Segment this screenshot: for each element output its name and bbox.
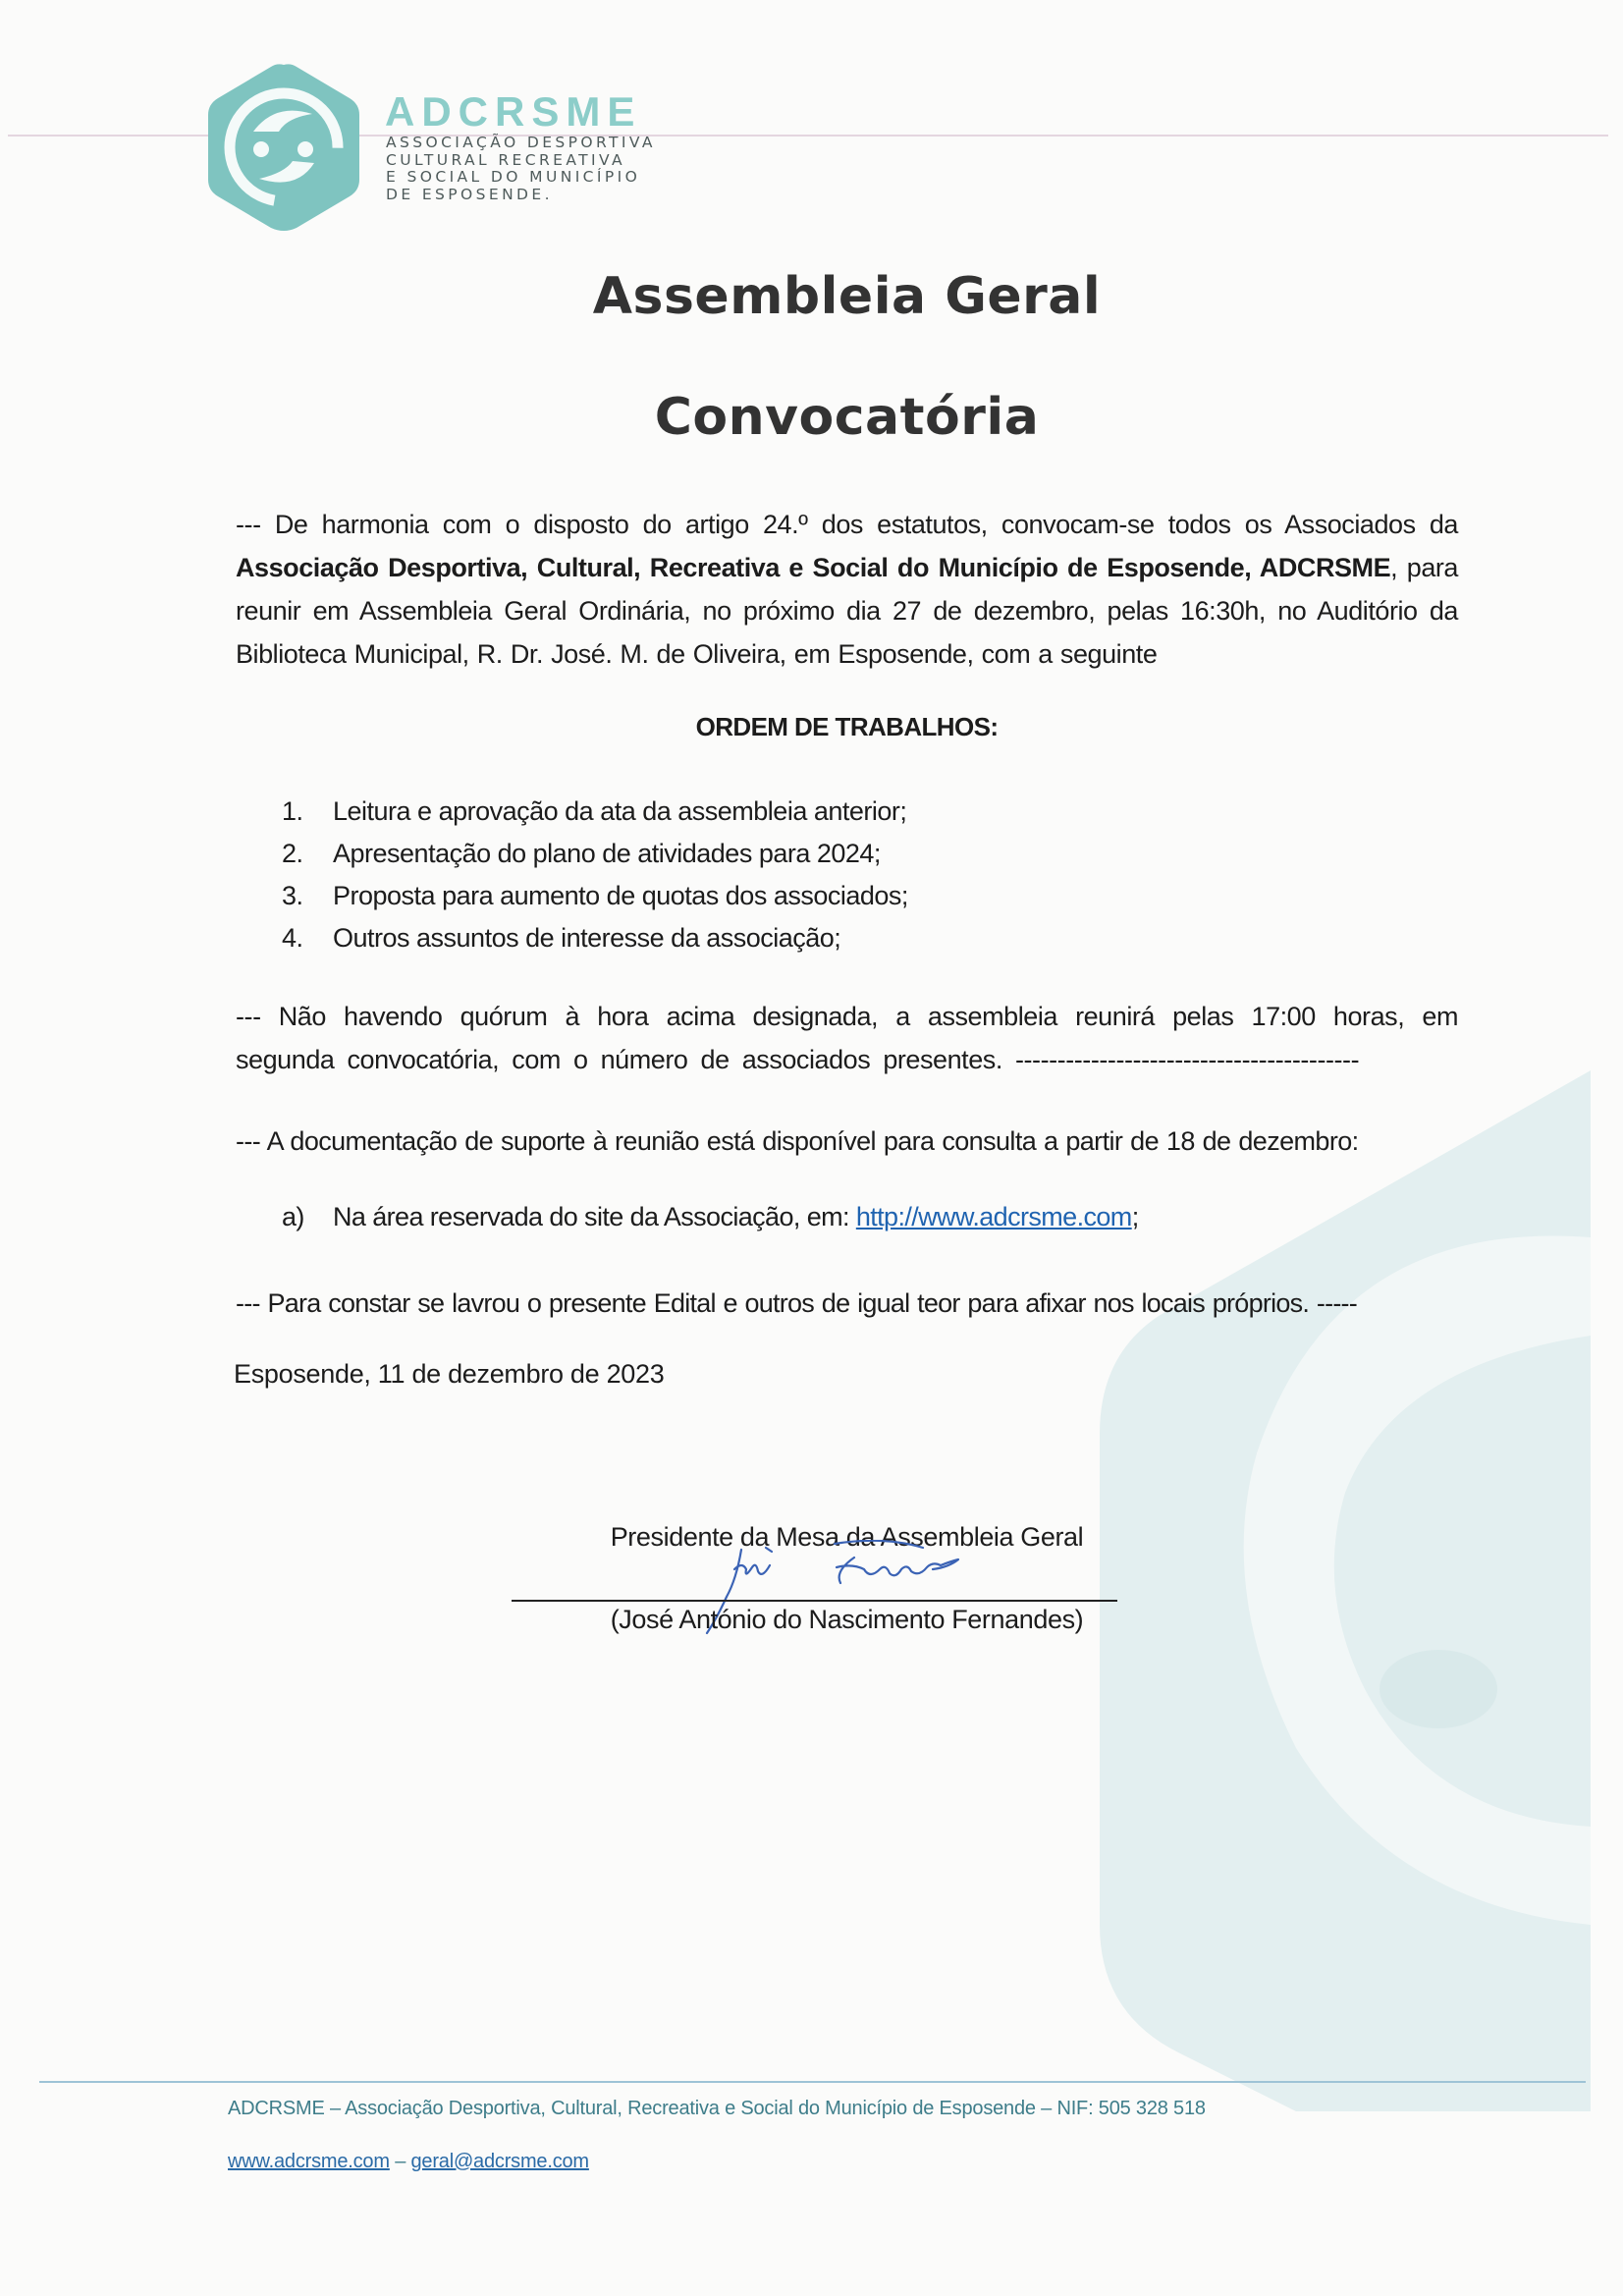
documentation-paragraph: --- A documentação de suporte à reunião está disponível para consulta a partir de 18 de dezembro:: [236, 1126, 1359, 1156]
footer-divider: [39, 2081, 1586, 2083]
document-date: Esposende, 11 de dezembro de 2023: [234, 1359, 665, 1389]
logo-subtitle-line: DE ESPOSENDE.: [386, 185, 553, 203]
agenda-item-text: Proposta para aumento de quotas dos associados;: [333, 881, 908, 910]
documentation-item-description: Na área reservada do site da Associação, em:: [333, 1202, 856, 1231]
logo-subtitle: [386, 135, 656, 203]
intro-paragraph: [236, 503, 1458, 676]
logo-subtitle-line: ASSOCIAÇÃO DESPORTIVA: [386, 134, 656, 151]
agenda-item-number: 1.: [282, 796, 303, 826]
documentation-item-label: a): [282, 1202, 304, 1231]
footer-organization-info: ADCRSME – Associação Desportiva, Cultural, Recreativa e Social do Município de Esposende – NIF: 505 328 518: [228, 2098, 1206, 2119]
logo-subtitle-line: CULTURAL RECREATIVA: [386, 150, 625, 169]
footer-email-link[interactable]: geral@adcrsme.com: [410, 2151, 589, 2172]
intro-prefix: --- De harmonia com o disposto do artigo 24.º dos estatutos, convocam-se todos os Associados da: [236, 510, 1458, 539]
documentation-item-end: ;: [1131, 1202, 1139, 1231]
logo-name: ADCRSME: [385, 88, 642, 135]
agenda-item-number: 4.: [282, 923, 303, 953]
document-title: Assembleia Geral: [592, 267, 1102, 326]
agenda-item-number: 3.: [282, 881, 303, 910]
document-subtitle: Convocatória: [654, 388, 1040, 447]
footer-website-link[interactable]: www.adcrsme.com: [228, 2151, 390, 2172]
logo-icon: [206, 63, 361, 232]
agenda-heading: ORDEM DE TRABALHOS:: [695, 712, 999, 741]
intro-suffix: , para reunir em Assembleia Geral Ordinária, no próximo dia 27 de dezembro, pelas 16:30h, no Auditório da Biblioteca Municipal, R. Dr. José. M. de Oliveira, em Esposende, com a seguinte: [236, 553, 1458, 669]
agenda-item: [282, 791, 908, 833]
signatory-role: Presidente da Mesa da Assembleia Geral: [610, 1522, 1084, 1552]
logo-subtitle-line: E SOCIAL DO MUNICÍPIO: [386, 168, 641, 186]
website-link[interactable]: http://www.adcrsme.com: [855, 1202, 1132, 1231]
closing-paragraph: --- Para constar se lavrou o presente Edital e outros de igual teor para afixar nos locais próprios. -----: [236, 1288, 1358, 1318]
agenda-item: [282, 875, 908, 917]
agenda-item-text: Apresentação do plano de atividades para 2024;: [333, 839, 881, 868]
agenda-list: [282, 791, 908, 959]
agenda-item-number: 2.: [282, 839, 303, 868]
documentation-item-text: [333, 1202, 1139, 1232]
signature-line: [512, 1600, 1117, 1602]
agenda-item-text: Leitura e aprovação da ata da assembleia anterior;: [333, 796, 907, 826]
quorum-paragraph: --- Não havendo quórum à hora acima designada, a assembleia reunirá pelas 17:00 horas, em segunda convocatória, com o número de associados presentes. -----------------------------------------: [236, 1002, 1458, 1074]
agenda-item: [282, 833, 908, 875]
footer-contacts: [228, 2151, 589, 2173]
signatory-name: (José António do Nascimento Fernandes): [610, 1605, 1084, 1634]
footer-separator: –: [395, 2151, 406, 2172]
agenda-item-text: Outros assuntos de interesse da associação;: [333, 923, 841, 953]
agenda-item: [282, 917, 908, 959]
documentation-item: [282, 1202, 1139, 1232]
association-name: Associação Desportiva, Cultural, Recreativa e Social do Município de Esposende, ADCRSME: [236, 553, 1391, 582]
